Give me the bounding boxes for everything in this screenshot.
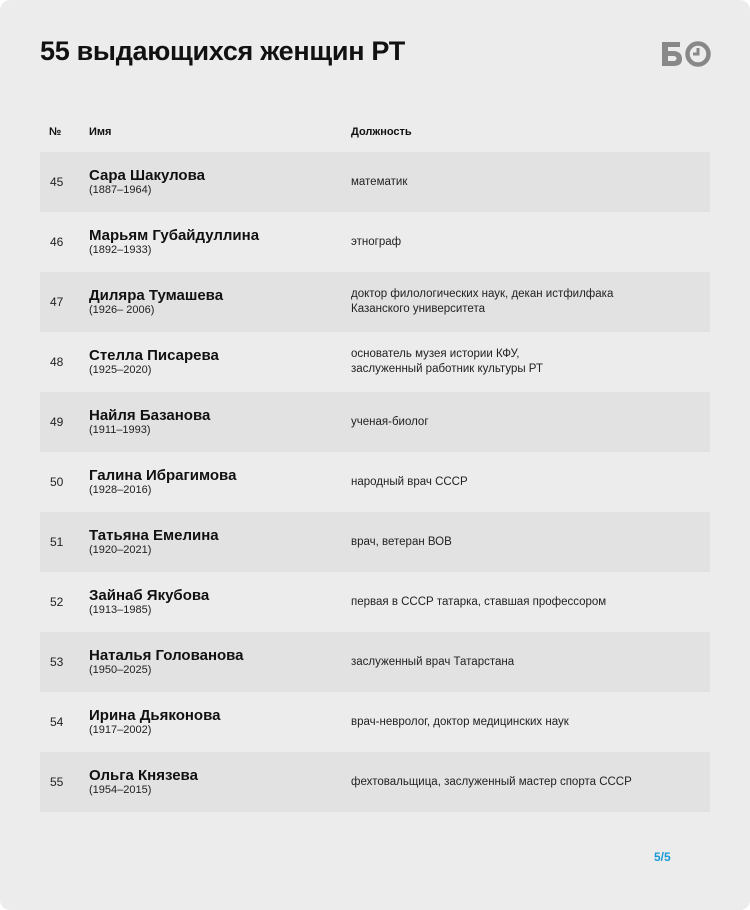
person-years: (1954–2015) <box>89 784 152 796</box>
person-years: (1887–1964) <box>89 184 152 196</box>
row-number: 52 <box>50 595 64 609</box>
person-years: (1892–1933) <box>89 244 152 256</box>
table-row <box>40 512 710 572</box>
person-name: Сара Шакулова <box>89 167 205 184</box>
person-info <box>89 347 219 377</box>
person-position: ученая-биолог <box>351 415 429 428</box>
person-info <box>89 287 223 317</box>
person-name: Диляра Тумашева <box>89 287 224 304</box>
table-row <box>40 452 710 512</box>
row-number: 55 <box>50 775 64 789</box>
person-years: (1926– 2006) <box>89 304 155 316</box>
person-name: Марьям Губайдуллина <box>89 227 260 244</box>
table-row <box>40 152 710 212</box>
table-row <box>40 272 710 332</box>
table-row <box>40 572 710 632</box>
page-title: 55 выдающихся женщин РТ <box>40 36 405 66</box>
person-years: (1913–1985) <box>89 604 152 616</box>
person-info <box>89 527 219 557</box>
row-number: 49 <box>50 415 64 429</box>
person-position: народный врач СССР <box>351 475 468 488</box>
row-number: 53 <box>50 655 64 669</box>
person-years: (1928–2016) <box>89 484 152 496</box>
person-position: доктор филологических наук, декан истфилфака Казанского университета <box>351 288 614 315</box>
person-years: (1911–1993) <box>89 424 151 436</box>
row-number: 45 <box>50 175 64 189</box>
person-position: основатель музея истории КФУ, заслуженный работник культуры РТ <box>351 348 543 375</box>
person-name: Татьяна Емелина <box>89 527 219 544</box>
person-info <box>89 767 198 797</box>
bo-logo-icon <box>660 40 712 68</box>
person-info <box>89 467 236 497</box>
row-number: 48 <box>50 355 64 369</box>
header-name: Имя <box>89 126 112 138</box>
person-info <box>89 587 209 617</box>
person-years: (1917–2002) <box>89 724 152 736</box>
person-info <box>89 647 244 677</box>
person-name: Ирина Дьяконова <box>89 707 221 724</box>
person-name: Ольга Князева <box>89 767 198 784</box>
person-name: Зайнаб Якубова <box>89 587 210 604</box>
person-position: фехтовальщица, заслуженный мастер спорта СССР <box>351 775 632 788</box>
row-number: 47 <box>50 295 64 309</box>
row-number: 54 <box>50 715 64 729</box>
table-body <box>40 152 710 812</box>
person-name: Найля Базанова <box>89 407 211 424</box>
person-position: врач, ветеран ВОВ <box>351 535 452 548</box>
person-position: первая в СССР татарка, ставшая профессором <box>351 595 607 608</box>
table-row <box>40 692 710 752</box>
person-position: математик <box>351 175 408 188</box>
table-row <box>40 752 710 812</box>
row-number: 46 <box>50 235 64 249</box>
table-header <box>40 126 710 142</box>
table-row <box>40 212 710 272</box>
page-indicator: 5/5 <box>654 850 671 864</box>
person-name: Галина Ибрагимова <box>89 467 237 484</box>
person-position: заслуженный врач Татарстана <box>351 655 515 668</box>
person-name: Наталья Голованова <box>89 647 244 664</box>
table-row <box>40 332 710 392</box>
person-info <box>89 167 205 197</box>
header-number: № <box>49 126 62 138</box>
header-position: Должность <box>351 126 412 138</box>
person-years: (1925–2020) <box>89 364 152 376</box>
row-number: 51 <box>50 535 64 549</box>
table-row <box>40 632 710 692</box>
row-number: 50 <box>50 475 64 489</box>
person-info <box>89 407 210 437</box>
person-info <box>89 227 259 257</box>
person-years: (1950–2025) <box>89 664 152 676</box>
person-years: (1920–2021) <box>89 544 152 556</box>
person-info <box>89 707 220 737</box>
person-name: Стелла Писарева <box>89 347 219 364</box>
person-position: этнограф <box>351 235 402 248</box>
person-position: врач-невролог, доктор медицинских наук <box>351 715 569 728</box>
table-row <box>40 392 710 452</box>
